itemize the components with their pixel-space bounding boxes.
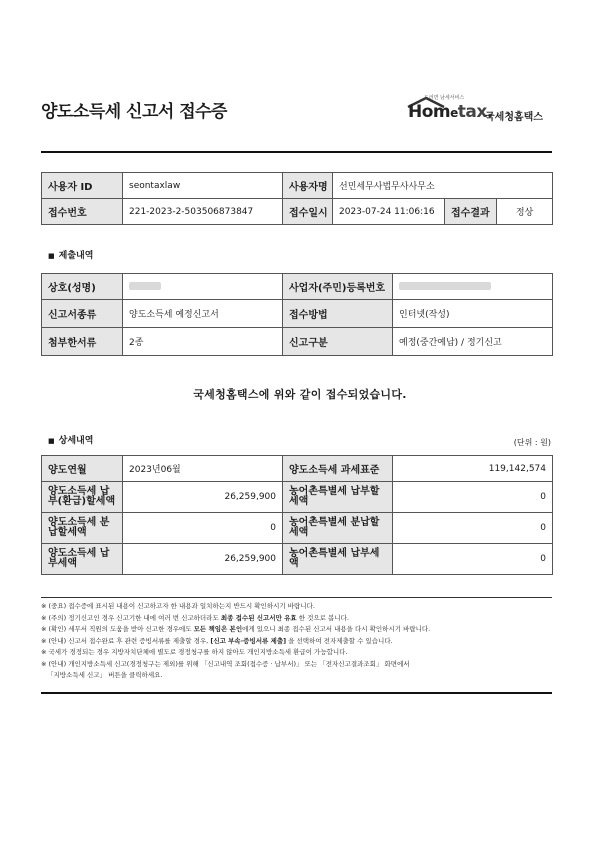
receipt-datetime-value: 2023-07-24 11:06:16 xyxy=(333,199,445,225)
method-value: 인터넷(작성) xyxy=(393,300,553,328)
notes-block xyxy=(41,601,552,682)
attachments-label: 첨부한서류 xyxy=(42,328,123,356)
method-label: 접수방법 xyxy=(283,300,393,328)
logo-brand: Hometax. xyxy=(408,102,493,122)
rural-payable-value: 0 xyxy=(393,482,553,513)
paid-tax-label: 양도소득세 납부세액 xyxy=(42,544,123,575)
detail-section-heading: ■ 상세내역 xyxy=(48,433,93,446)
name-label: 상호(성명) xyxy=(42,274,123,300)
tax-base-label: 양도소득세 과세표준 xyxy=(283,456,393,482)
note-refund: ※ 국세가 경정되는 경우 지방자치단체에 별도로 경정청구를 하지 않아도 개인지방소득세 환급이 가능합니다. xyxy=(41,648,348,656)
filing-kind-value: 예정(중간예납) / 정기신고 xyxy=(393,328,553,356)
filing-kind-label: 신고구분 xyxy=(283,328,393,356)
document-title: 양도소득세 신고서 접수증 xyxy=(41,102,227,122)
name-value-redacted xyxy=(123,274,283,300)
installment-tax-value: 0 xyxy=(123,513,283,544)
receipt-datetime-label: 접수일시 xyxy=(283,199,333,225)
unit-label: (단위 : 원) xyxy=(513,438,551,447)
transfer-month-value: 2023년06월 xyxy=(123,456,283,482)
form-type-label: 신고서종류 xyxy=(42,300,123,328)
notes-top-rule xyxy=(41,597,552,598)
installment-tax-label: 양도소득세 분납할세액 xyxy=(42,513,123,544)
tax-base-value: 119,142,574 xyxy=(393,456,553,482)
submission-table xyxy=(41,273,553,356)
submission-section-heading: ■ 제출내역 xyxy=(48,248,93,261)
note-local-tax-button: 「지방소득세 신고」 버튼을 클릭하세요. xyxy=(47,671,163,679)
note-caution: ※ (주의) 정기신고인 경우 신고기한 내에 여러 번 신고하더라도 최종 접수된 신고서만 유효 한 것으로 봅니다. xyxy=(41,613,349,622)
payable-tax-value: 26,259,900 xyxy=(123,482,283,513)
receipt-no-value: 221-2023-2-503506873847 xyxy=(123,199,283,225)
confirmation-message: 국세청홈택스에 위와 같이 접수되었습니다. xyxy=(193,388,407,401)
payable-tax-label: 양도소득세 납부(환급)할세액 xyxy=(42,482,123,513)
detail-table xyxy=(41,455,553,575)
receipt-result-value: 정상 xyxy=(497,199,553,225)
receipt-info-table xyxy=(41,172,553,225)
receipt-result-label: 접수결과 xyxy=(445,199,497,225)
regno-value-redacted xyxy=(393,274,553,300)
rural-payable-label: 농어촌특별세 납부할세액 xyxy=(283,482,393,513)
note-confirm: ※ (확인) 세무서 직원의 도움을 받아 신고한 경우에도 모든 책임은 본인에게 있으니 최종 접수된 신고서 내용을 다시 확인하시기 바랍니다. xyxy=(41,625,431,633)
bottom-rule xyxy=(41,692,552,694)
paid-tax-value: 26,259,900 xyxy=(123,544,283,575)
rural-installment-label: 농어촌특별세 분납할세액 xyxy=(283,513,393,544)
note-important: ※ (중요) 접수증에 표시된 내용이 신고하고자 한 내용과 일치하는지 반드시 확인하시기 바랍니다. xyxy=(41,602,315,610)
user-name-value: 선민세무사법무사사무소 xyxy=(333,173,553,199)
user-name-label: 사용자명 xyxy=(283,173,333,199)
attachments-value: 2종 xyxy=(123,328,283,356)
logo-tagline: 드러면 남세서비스 xyxy=(424,95,465,101)
note-evidence: ※ (안내) 신고서 접수완료 후 관련 증빙서류를 제출할 경우, [신고 부속·증빙서류 제출] 을 선택하여 전자제출할 수 있습니다. xyxy=(41,636,393,645)
rural-paid-label: 농어촌특별세 납부세액 xyxy=(283,544,393,575)
top-rule xyxy=(41,151,552,153)
regno-label: 사업자(주민)등록번호 xyxy=(283,274,393,300)
user-id-label: 사용자 ID xyxy=(42,173,123,199)
transfer-month-label: 양도연월 xyxy=(42,456,123,482)
rural-installment-value: 0 xyxy=(393,513,553,544)
user-id-value: seontaxlaw xyxy=(123,173,283,199)
receipt-no-label: 접수번호 xyxy=(42,199,123,225)
rural-paid-value: 0 xyxy=(393,544,553,575)
logo-sub: 국세청홈택스 xyxy=(485,112,543,123)
form-type-value: 양도소득세 예정신고서 xyxy=(123,300,283,328)
note-local-tax: ※ (안내) 개인지방소득세 신고(경정청구는 제외)를 위해 「신고내역 조회(접수증 · 납부서)」 또는 「전자신고결과조회」 화면에서 xyxy=(41,659,410,668)
hometax-logo xyxy=(404,94,554,128)
